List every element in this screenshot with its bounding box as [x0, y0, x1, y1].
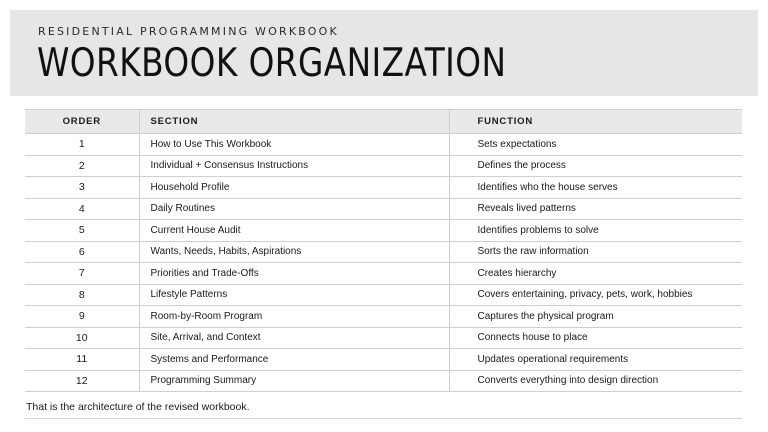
- page-title: WORKBOOK ORGANIZATION: [37, 41, 507, 86]
- order-cell: 6: [25, 241, 139, 263]
- table-row: [25, 241, 742, 263]
- column-header-order: ORDER: [25, 110, 139, 134]
- column-header-function: FUNCTION: [449, 110, 742, 134]
- order-cell: 5: [25, 220, 139, 242]
- function-cell: Identifies problems to solve: [449, 220, 742, 242]
- order-cell: 11: [25, 349, 139, 371]
- section-cell: How to Use This Workbook: [139, 134, 449, 156]
- organization-table: [25, 109, 742, 392]
- table-row: [25, 155, 742, 177]
- order-cell: 9: [25, 306, 139, 328]
- table-row: [25, 306, 742, 328]
- function-cell: Connects house to place: [449, 327, 742, 349]
- order-cell: 2: [25, 155, 139, 177]
- section-cell: Programming Summary: [139, 370, 449, 392]
- order-cell: 8: [25, 284, 139, 306]
- section-cell: Room-by-Room Program: [139, 306, 449, 328]
- bottom-divider: [25, 418, 742, 419]
- order-cell: 10: [25, 327, 139, 349]
- section-cell: Household Profile: [139, 177, 449, 199]
- header-band: [10, 10, 758, 96]
- section-cell: Priorities and Trade-Offs: [139, 263, 449, 285]
- function-cell: Sorts the raw information: [449, 241, 742, 263]
- function-cell: Captures the physical program: [449, 306, 742, 328]
- table-row: [25, 177, 742, 199]
- table-row: [25, 134, 742, 156]
- function-cell: Creates hierarchy: [449, 263, 742, 285]
- function-cell: Reveals lived patterns: [449, 198, 742, 220]
- section-cell: Daily Routines: [139, 198, 449, 220]
- table-row: [25, 349, 742, 371]
- column-header-section: SECTION: [139, 110, 449, 134]
- order-cell: 12: [25, 370, 139, 392]
- function-cell: Updates operational requirements: [449, 349, 742, 371]
- workbook-kicker: RESIDENTIAL PROGRAMMING WORKBOOK: [38, 25, 339, 38]
- table-row: [25, 220, 742, 242]
- order-cell: 1: [25, 134, 139, 156]
- section-cell: Individual + Consensus Instructions: [139, 155, 449, 177]
- function-cell: Identifies who the house serves: [449, 177, 742, 199]
- order-cell: 3: [25, 177, 139, 199]
- function-cell: Covers entertaining, privacy, pets, work, hobbies: [449, 284, 742, 306]
- section-cell: Lifestyle Patterns: [139, 284, 449, 306]
- order-cell: 7: [25, 263, 139, 285]
- section-cell: Site, Arrival, and Context: [139, 327, 449, 349]
- order-cell: 4: [25, 198, 139, 220]
- function-cell: Converts everything into design direction: [449, 370, 742, 392]
- function-cell: Sets expectations: [449, 134, 742, 156]
- section-cell: Current House Audit: [139, 220, 449, 242]
- table-row: [25, 198, 742, 220]
- function-cell: Defines the process: [449, 155, 742, 177]
- section-cell: Wants, Needs, Habits, Aspirations: [139, 241, 449, 263]
- table-row: [25, 284, 742, 306]
- footnote: That is the architecture of the revised workbook.: [26, 401, 250, 413]
- table-header-row: [25, 110, 742, 134]
- table-row: [25, 263, 742, 285]
- table-row: [25, 370, 742, 392]
- table-row: [25, 327, 742, 349]
- section-cell: Systems and Performance: [139, 349, 449, 371]
